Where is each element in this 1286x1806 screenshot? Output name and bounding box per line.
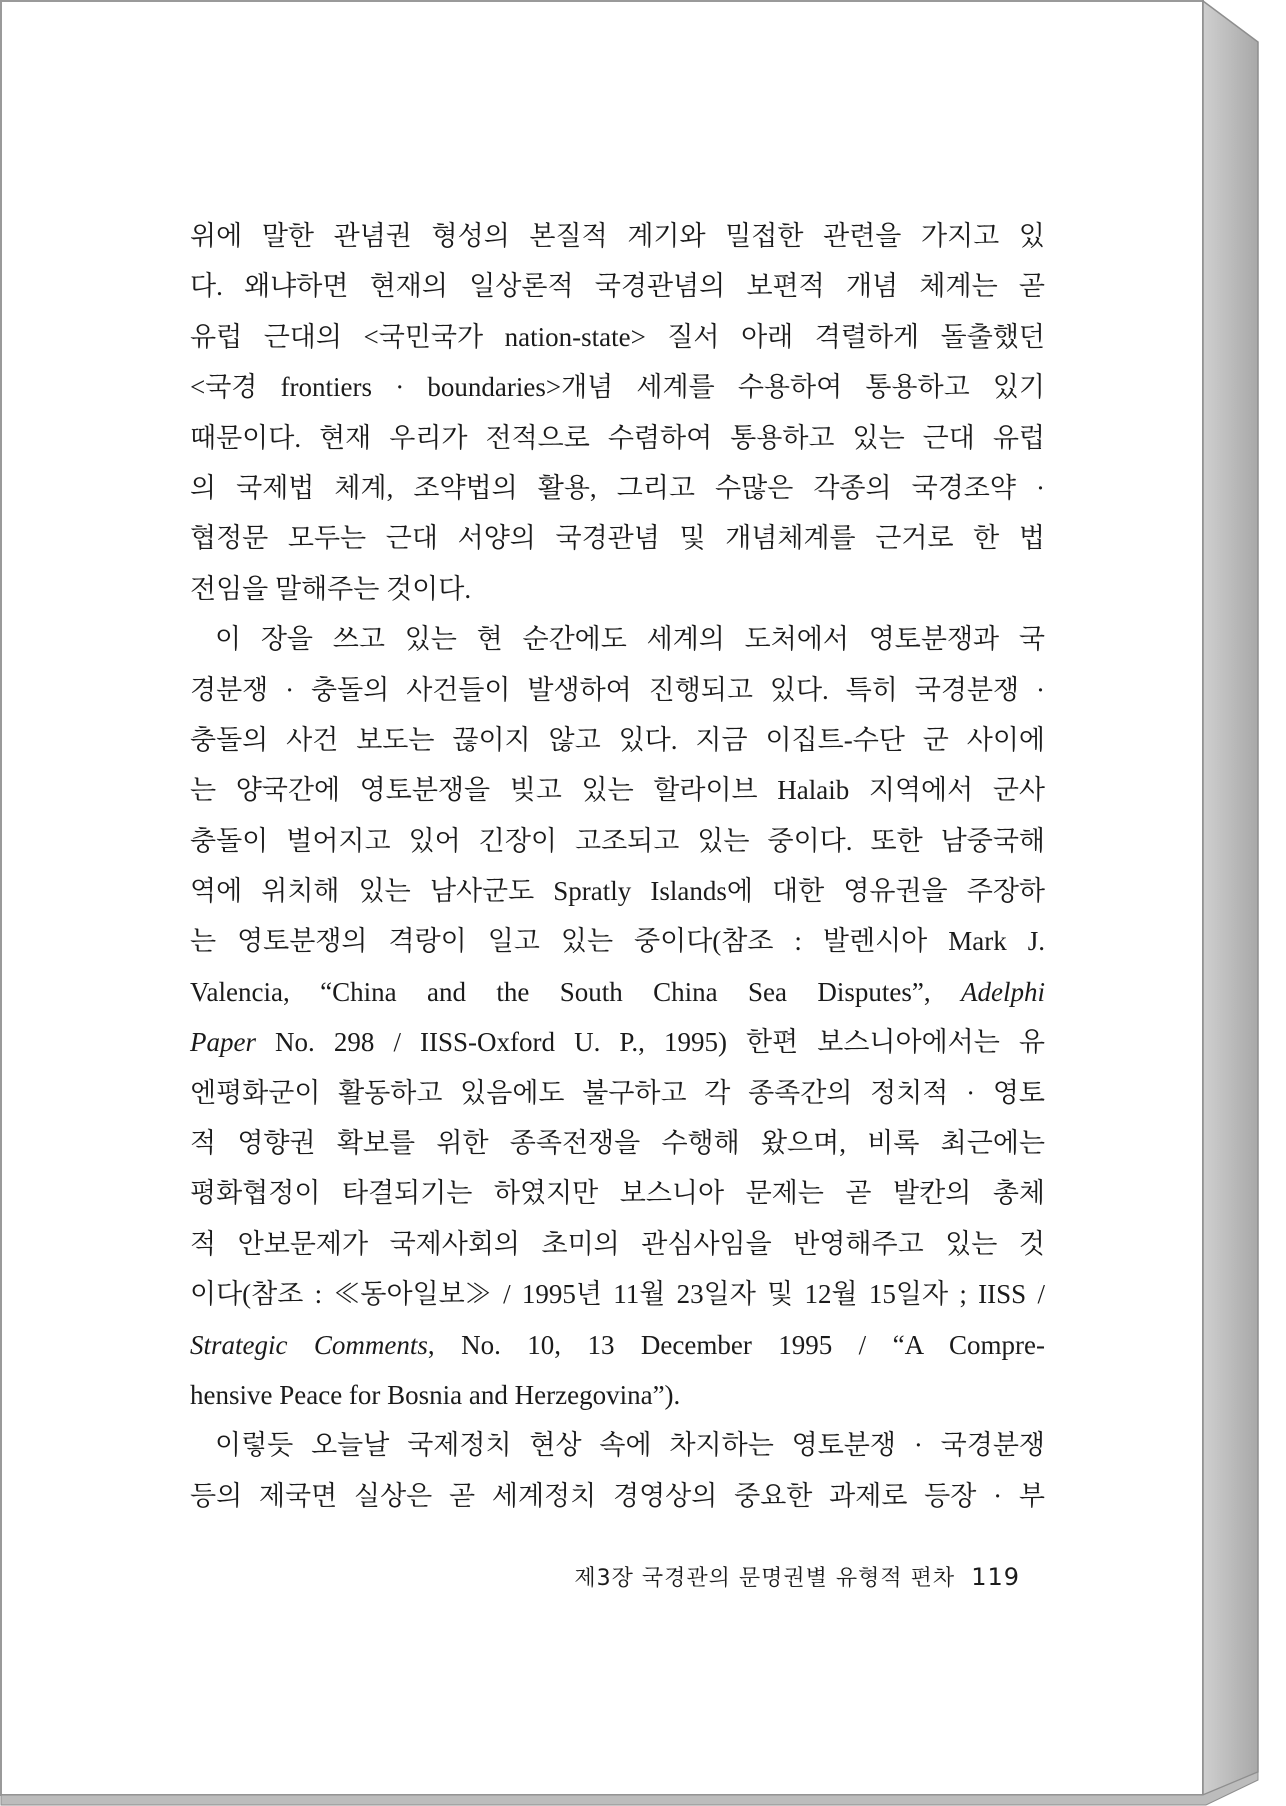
text-line (190, 1017, 1045, 1067)
text-line: 충돌의 사건 보도는 끊이지 않고 있다. 지금 이집트-수단 군 사이에 (190, 724, 1045, 755)
text-line: 평화협정이 타결되기는 하였지만 보스니아 문제는 곧 발칸의 총체 (190, 1178, 1045, 1209)
text-line: 의 국제법 체계, 조약법의 활용, 그리고 수많은 각종의 국경조약 · (190, 472, 1045, 503)
text-line: 위에 말한 관념권 형성의 본질적 계기와 밀접한 관련을 가지고 있 (190, 221, 1045, 251)
text-segment: No. 298 / IISS-Oxford U. P., 1995) 한편 보스니아에서는 유 (255, 1027, 1045, 1058)
italic-title: Strategic Comments (190, 1329, 428, 1360)
text-line: 충돌이 벌어지고 있어 긴장이 고조되고 있는 중이다. 또한 남중국해 (190, 825, 1045, 856)
text-line: 적 영향권 확보를 위한 종족전쟁을 수행해 왔으며, 비록 최근에는 (190, 1128, 1045, 1159)
text-line: 이다(참조 : ≪동아일보≫ / 1995년 11월 23일자 및 12월 15일자 ; IISS / (190, 1279, 1045, 1310)
text-line: 이 장을 쓰고 있는 현 순간에도 세계의 도처에서 영토분쟁과 국 (215, 624, 1045, 655)
text-line: 전임을 말해주는 것이다. (190, 573, 472, 604)
text-line: 엔평화군이 활동하고 있음에도 불구하고 각 종족간의 정치적 · 영토 (190, 1077, 1045, 1108)
running-footer (574, 1561, 1020, 1592)
text-line: 때문이다. 현재 우리가 전적으로 수렴하여 통용하고 있는 근대 유럽 (190, 422, 1045, 453)
text-line: 는 영토분쟁의 격랑이 일고 있는 중이다(참조 : 발렌시아 Mark J. (190, 926, 1045, 957)
text-line: 유럽 근대의 <국민국가 nation-state> 질서 아래 격렬하게 돌출했던 (190, 321, 1045, 352)
text-line: 적 안보문제가 국제사회의 초미의 관심사임을 반영해주고 있는 것 (190, 1228, 1045, 1259)
text-line: 경분쟁 · 충돌의 사건들이 발생하여 진행되고 있다. 특히 국경분쟁 · (190, 674, 1045, 705)
text-line: 다. 왜냐하면 현재의 일상론적 국경관념의 보편적 개념 체계는 곧 (190, 271, 1045, 302)
text-line (190, 1320, 1045, 1370)
body-text (190, 211, 1045, 1521)
italic-title: Adelphi (961, 976, 1045, 1007)
text-segment: Valencia, “China and the South China Sea Disputes”, (190, 976, 962, 1007)
italic-title: Paper (190, 1027, 256, 1058)
text-line: 역에 위치해 있는 남사군도 Spratly Islands에 대한 영유권을 주장하 (190, 876, 1045, 907)
page-side-edge (1203, 1, 1258, 1795)
text-line: hensive Peace for Bosnia and Herzegovina”). (190, 1379, 681, 1410)
text-line: 는 양국간에 영토분쟁을 빚고 있는 할라이브 Halaib 지역에서 군사 (190, 775, 1045, 806)
text-line: 이렇듯 오늘날 국제정치 현상 속에 차지하는 영토분쟁 · 국경분쟁 (215, 1430, 1045, 1461)
text-line: 등의 제국면 실상은 곧 세계정치 경영상의 중요한 과제로 등장 · 부 (190, 1480, 1045, 1511)
page-number: 119 (971, 1563, 1020, 1591)
text-segment: , No. 10, 13 December 1995 / “A Compre- (427, 1329, 1045, 1360)
text-line: 협정문 모두는 근대 서양의 국경관념 및 개념체계를 근거로 한 법 (190, 523, 1045, 554)
text-line (190, 967, 1045, 1017)
text-line: <국경 frontiers · boundaries>개념 세계를 수용하여 통용하고 있기 (190, 372, 1045, 403)
chapter-title: 제3장 국경관의 문명권별 유형적 편차 (574, 1566, 956, 1591)
